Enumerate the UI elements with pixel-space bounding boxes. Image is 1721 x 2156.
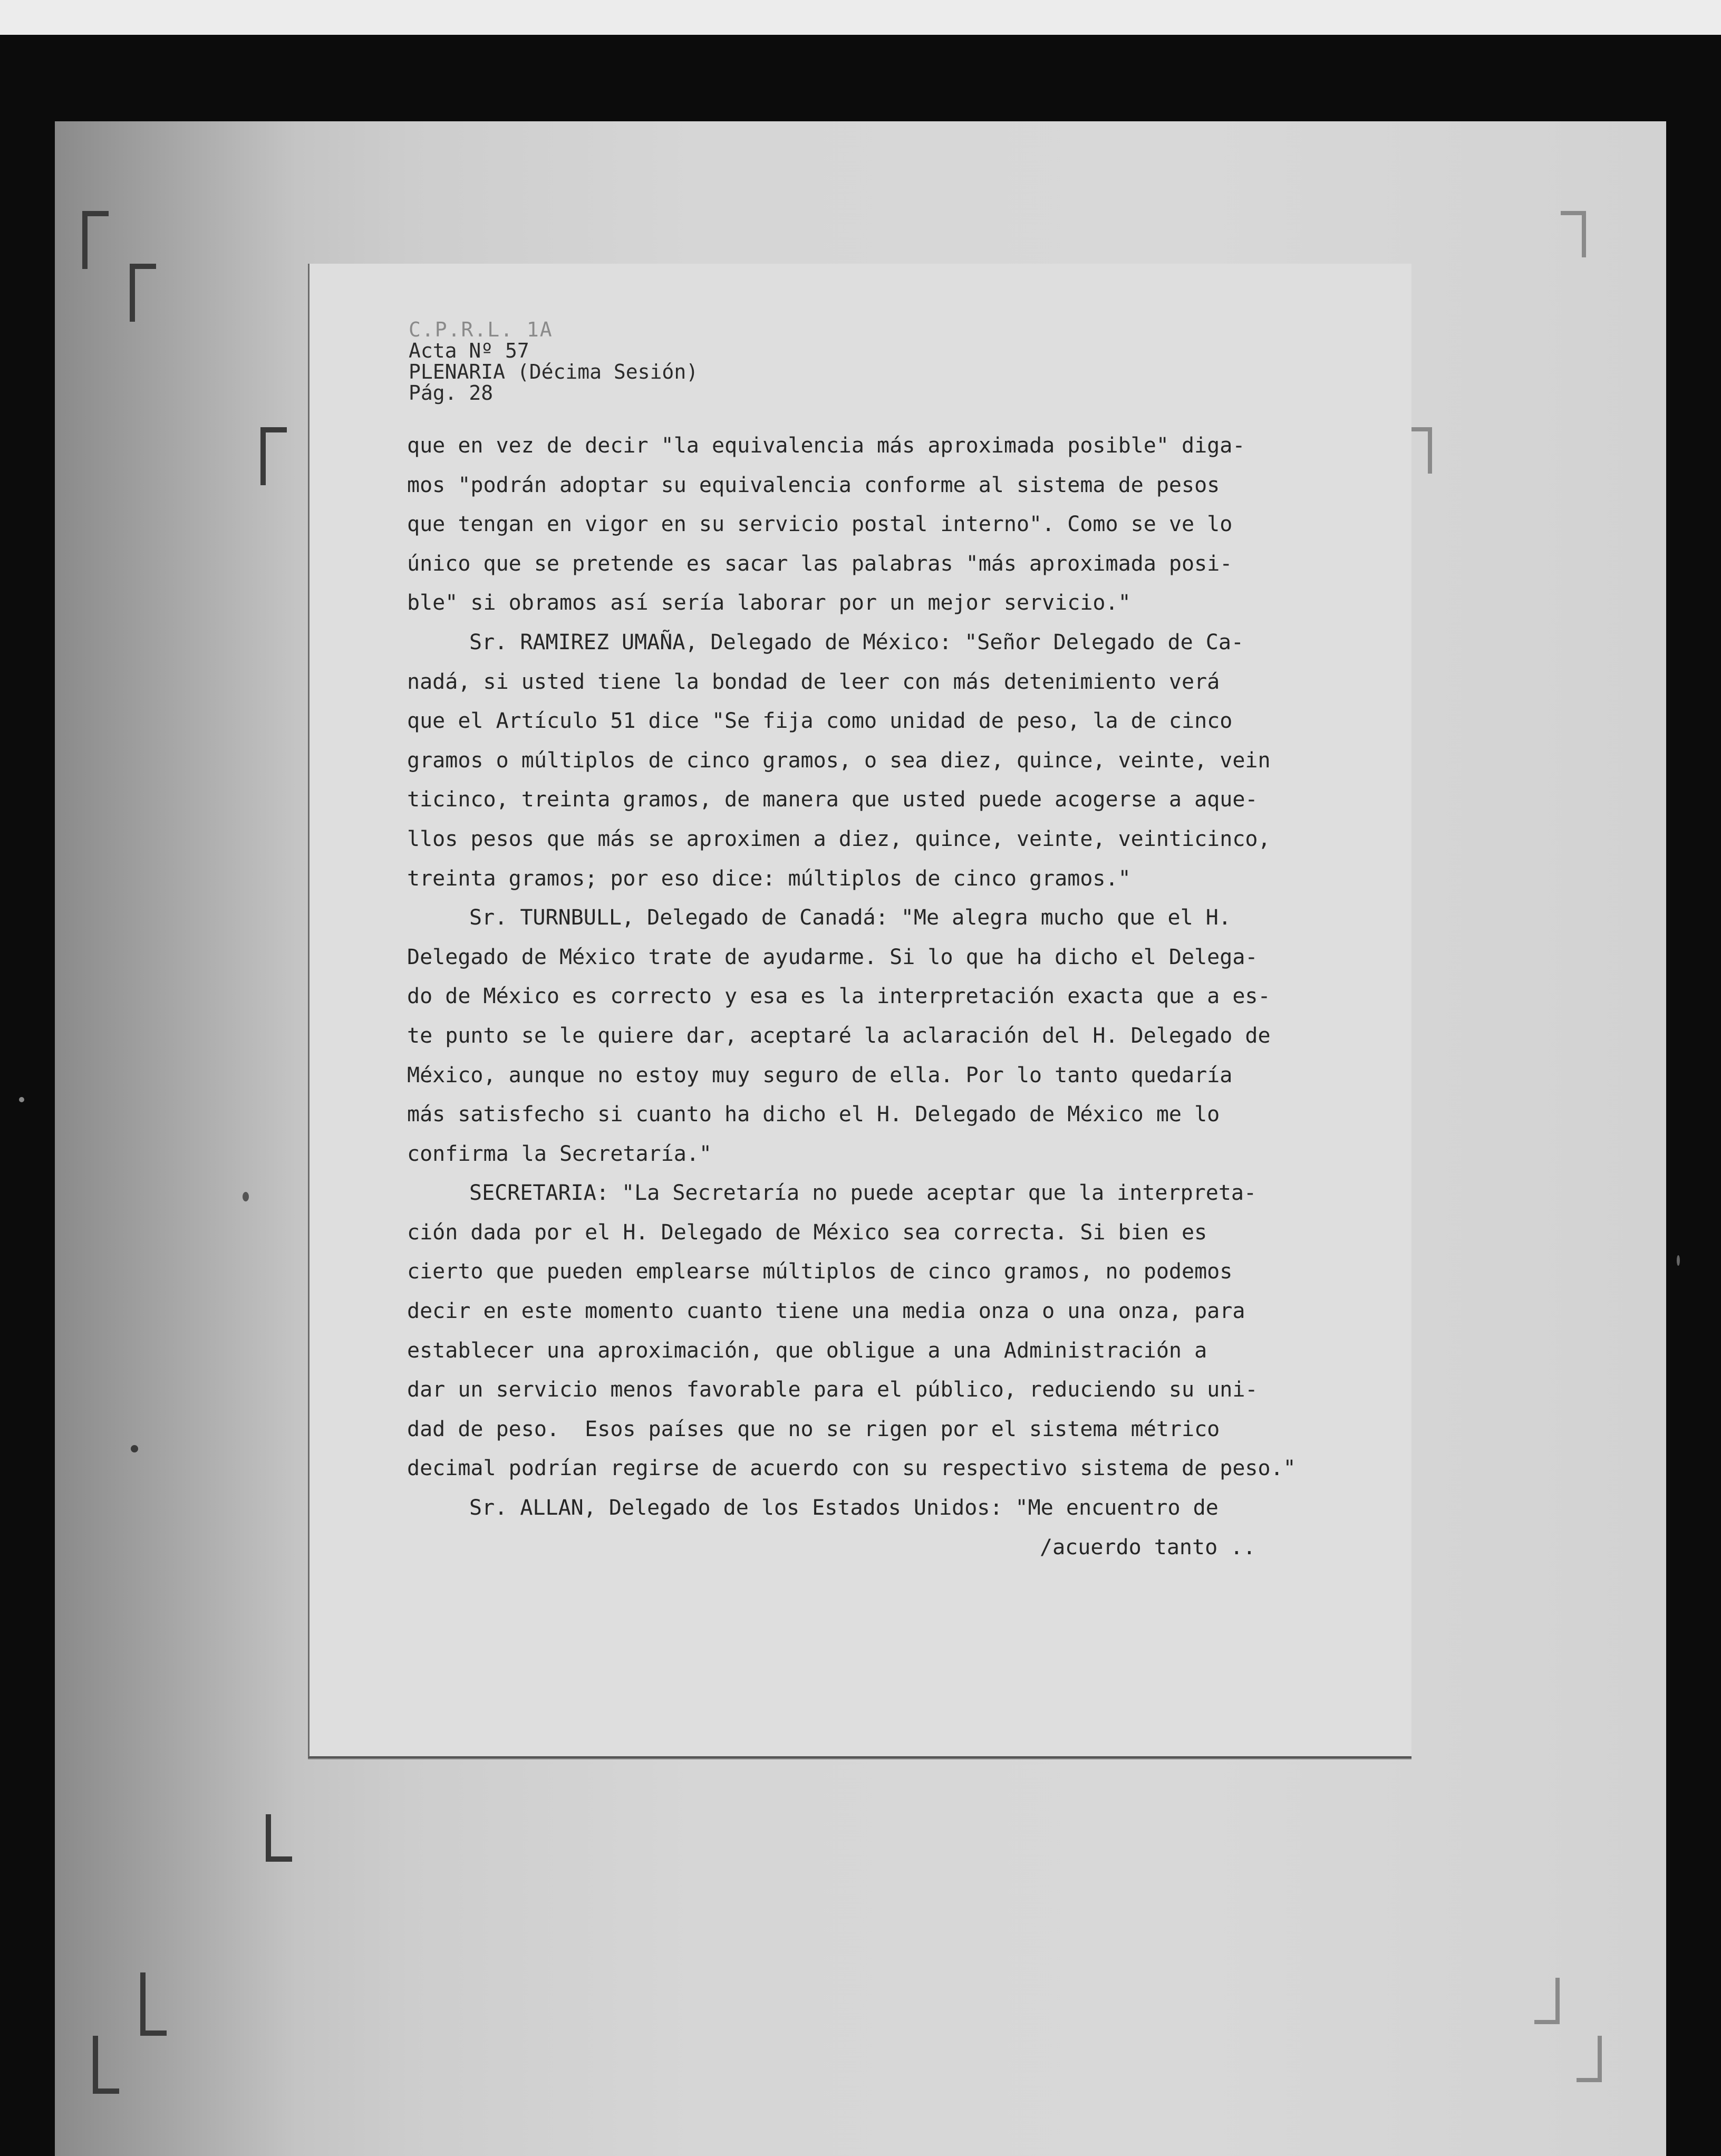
- film-speck: [243, 1192, 249, 1201]
- crop-mark-icon: [1577, 2036, 1602, 2082]
- acta-number: Acta Nº 57: [409, 339, 529, 362]
- text-line: treinta gramos; por eso dice: múltiplos de cinco gramos.": [407, 866, 1131, 891]
- text-line: decir en este momento cuanto tiene una media onza o una onza, para: [407, 1299, 1245, 1324]
- text-line: Delegado de México trate de ayudarme. Si lo que ha dicho el Delega-: [407, 945, 1258, 969]
- text-line: que el Artículo 51 dice "Se fija como unidad de peso, la de cinco: [407, 709, 1233, 734]
- crop-mark-icon: [140, 1972, 167, 2036]
- crop-mark-icon: [93, 2036, 119, 2094]
- text-line: establecer una aproximación, que obligue a una Administración a: [407, 1338, 1207, 1363]
- crop-mark-icon: [130, 264, 156, 322]
- text-line: cierto que pueden emplearse múltiplos de cinco gramos, no podemos: [407, 1259, 1233, 1284]
- film-speck: [131, 1445, 138, 1452]
- text-line: dad de peso. Esos países que no se rigen por el sistema métrico: [407, 1417, 1220, 1441]
- speaker-paragraph-start: Sr. RAMIREZ UMAÑA, Delegado de México: "Señor Delegado de Ca-: [469, 630, 1244, 654]
- crop-mark-icon: [82, 211, 109, 269]
- text-line: que tengan en vigor en su servicio postal interno". Como se ve lo: [407, 512, 1233, 537]
- text-line: te punto se le quiere dar, aceptaré la aclaración del H. Delegado de: [407, 1023, 1271, 1048]
- crop-mark-icon: [1561, 211, 1586, 257]
- speaker-paragraph-start: SECRETARIA: "La Secretaría no puede aceptar que la interpreta-: [469, 1181, 1257, 1206]
- film-speck: [19, 1097, 24, 1102]
- crop-mark-icon: [266, 1814, 292, 1862]
- continuation-note: /acuerdo tanto ..: [1040, 1535, 1256, 1560]
- text-line: ble" si obramos así sería laborar por un mejor servicio.": [407, 591, 1131, 615]
- crop-mark-icon: [1534, 1978, 1560, 2024]
- document-body: [407, 426, 1335, 1567]
- text-line: México, aunque no estoy muy seguro de ella. Por lo tanto quedaría: [407, 1063, 1233, 1087]
- session-title: PLENARIA (Décima Sesión): [409, 360, 699, 383]
- text-line: do de México es correcto y esa es la interpretación exacta que a es-: [407, 984, 1271, 1009]
- document-header: [409, 319, 698, 403]
- text-line: confirma la Secretaría.": [407, 1141, 712, 1166]
- text-line: ción dada por el H. Delegado de México sea correcta. Si bien es: [407, 1220, 1207, 1245]
- text-line: dar un servicio menos favorable para el público, reduciendo su uni-: [407, 1378, 1258, 1402]
- speaker-paragraph-start: Sr. TURNBULL, Delegado de Canadá: "Me alegra mucho que el H.: [469, 906, 1231, 930]
- page-number: Pág. 28: [409, 381, 494, 405]
- text-line: ticinco, treinta gramos, de manera que usted puede acogerse a aque-: [407, 787, 1258, 812]
- film-top-band: [0, 0, 1721, 35]
- speaker-paragraph-start: Sr. ALLAN, Delegado de los Estados Unidos: "Me encuentro de: [469, 1496, 1219, 1520]
- text-line: gramos o múltiplos de cinco gramos, o sea diez, quince, veinte, vein: [407, 748, 1271, 773]
- text-line: nadá, si usted tiene la bondad de leer con más detenimiento verá: [407, 669, 1220, 694]
- film-speck: [1677, 1255, 1680, 1266]
- text-line: mos "podrán adoptar su equivalencia conforme al sistema de pesos: [407, 473, 1220, 497]
- text-line: más satisfecho si cuanto ha dicho el H. Delegado de México me lo: [407, 1102, 1220, 1127]
- text-line: decimal podrían regirse de acuerdo con su respectivo sistema de peso.": [407, 1456, 1296, 1481]
- text-line: que en vez de decir "la equivalencia más aproximada posible" diga-: [407, 434, 1245, 458]
- document-reference: C.P.R.L. 1A: [409, 318, 553, 341]
- crop-mark-icon: [260, 427, 287, 485]
- text-line: único que se pretende es sacar las palabras "más aproximada posi-: [407, 551, 1233, 576]
- text-line: llos pesos que más se aproximen a diez, quince, veinte, veinticinco,: [407, 826, 1271, 851]
